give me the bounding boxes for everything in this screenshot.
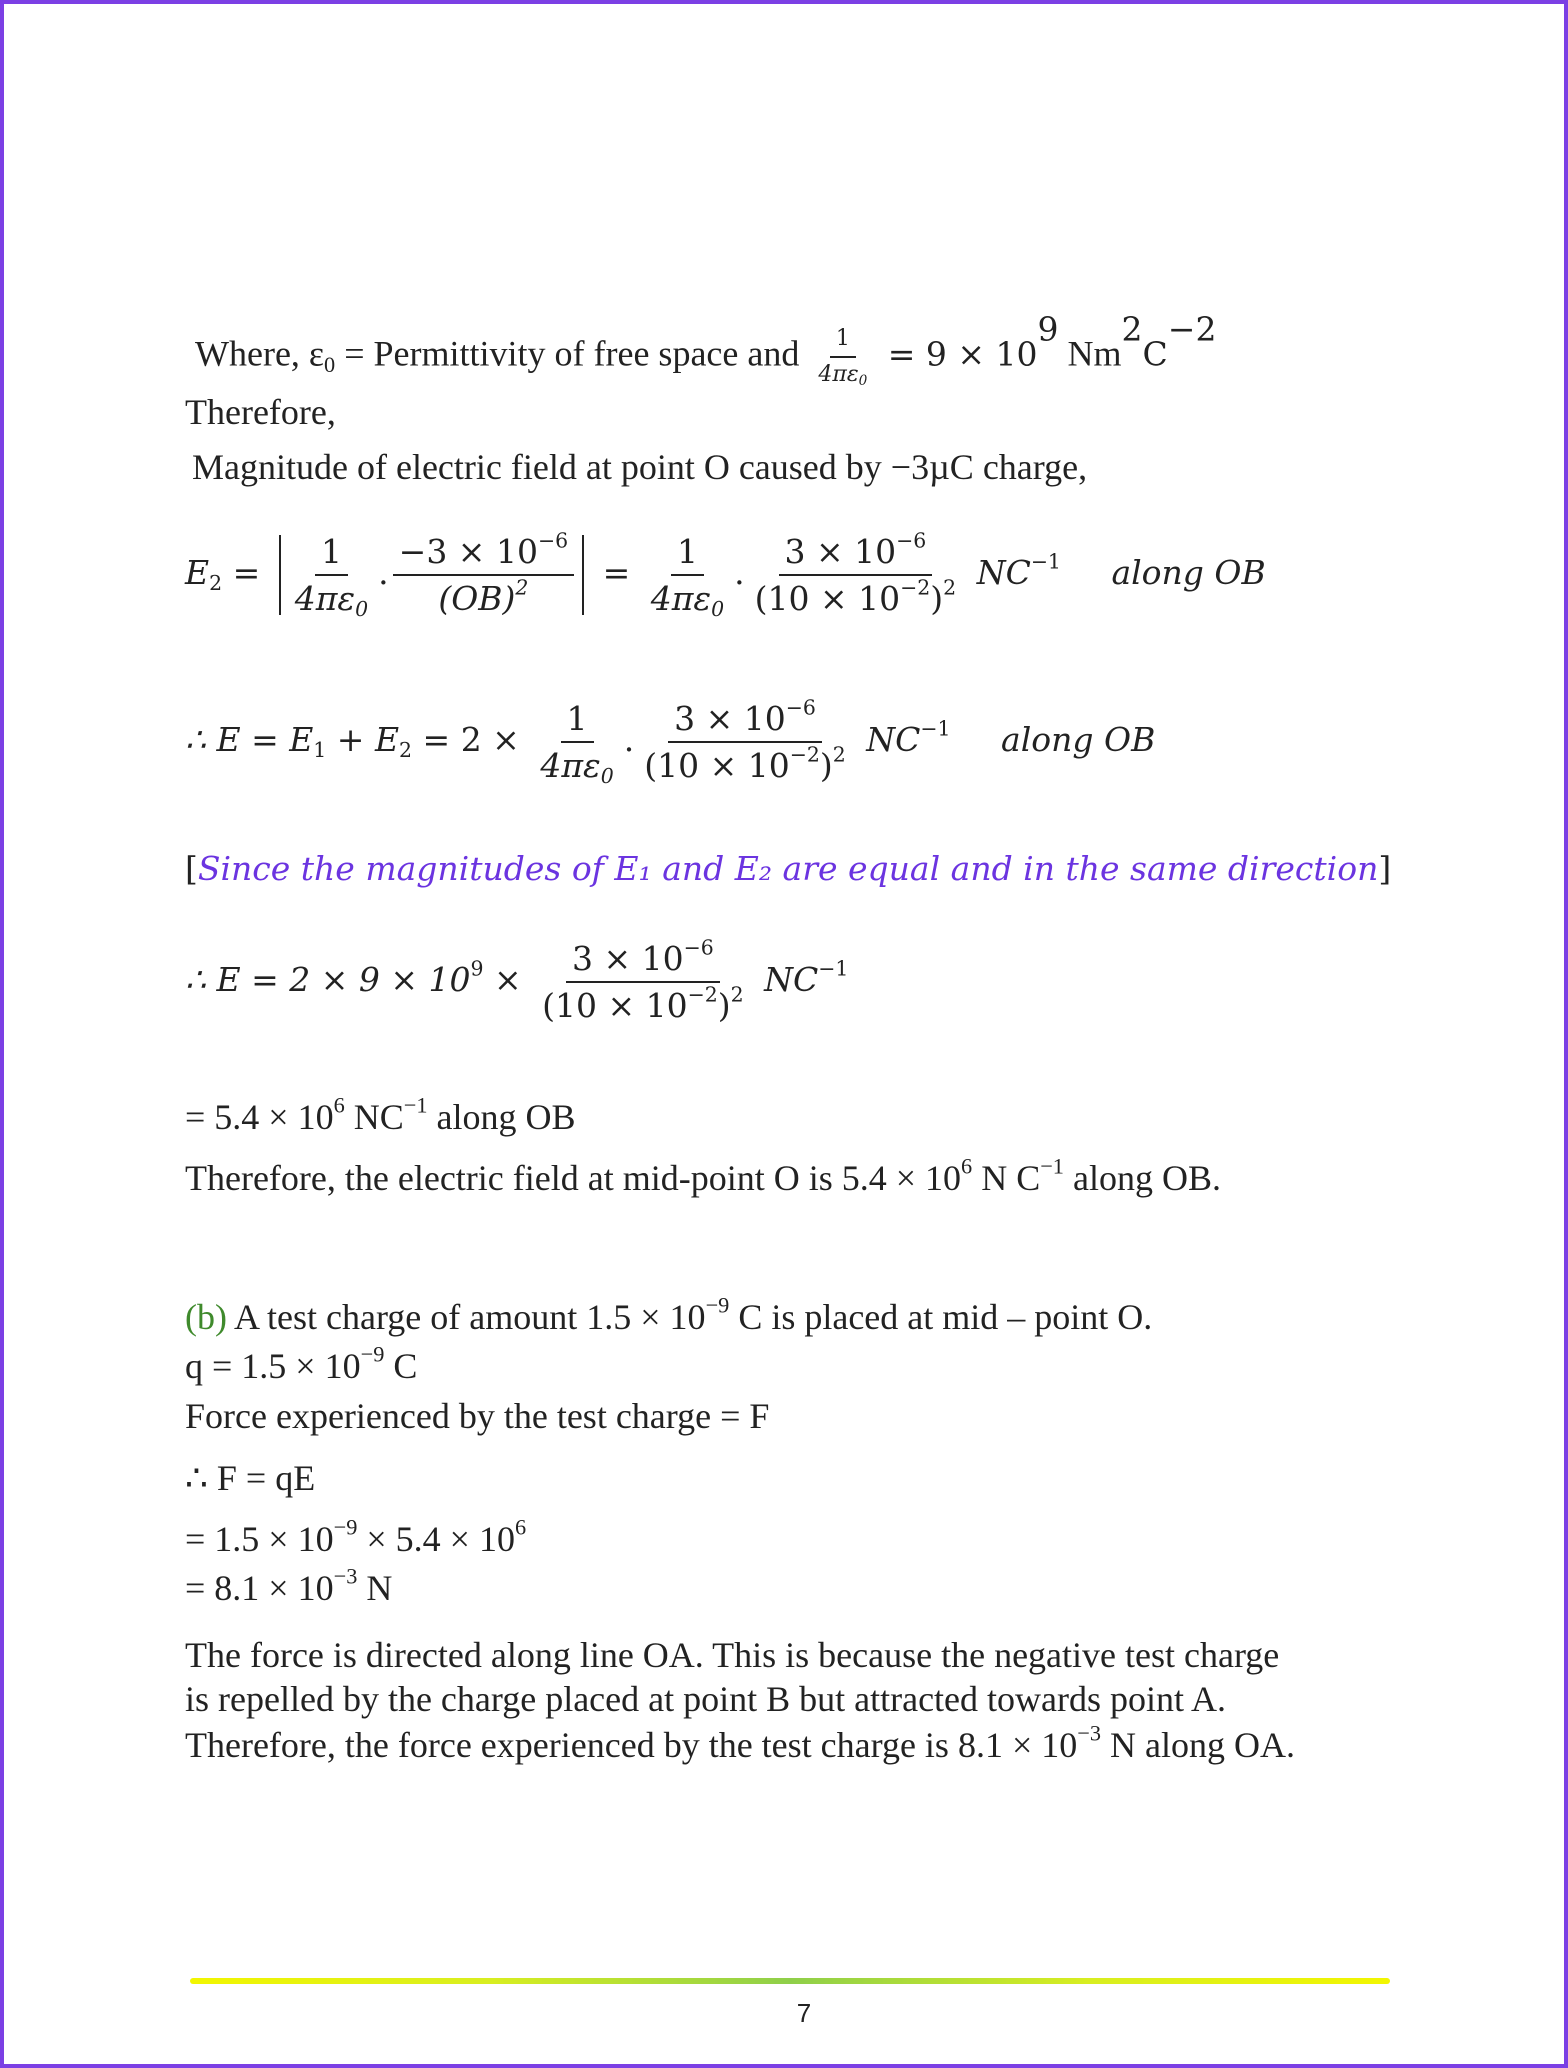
den: (10 × 10 [644, 746, 790, 785]
num: 3 × 10 [571, 939, 684, 978]
den: (10 × 10 [754, 579, 901, 618]
t: C is placed at mid – point O. [729, 1297, 1153, 1337]
den: (10 × 10 [542, 986, 688, 1025]
den: 4πε [294, 579, 356, 618]
den: 4πε [540, 746, 601, 785]
num: 1 [830, 328, 856, 358]
calc-line-2: = $8.1 \times 10^{-3}$ N [185, 1563, 393, 1608]
t: N [357, 1568, 393, 1608]
num: −3 × 10 [398, 532, 538, 571]
den: 4πε [650, 579, 712, 618]
direction: along OB [1001, 720, 1156, 759]
coulomb-fraction [812, 326, 873, 390]
t: A test charge of amount 1.5 × 10 [226, 1297, 706, 1337]
direction: along OB [1111, 553, 1266, 592]
unit: NC [976, 553, 1031, 592]
times: × [483, 960, 522, 999]
para-line-1: The force is directed along line OA. This is because the negative test charge [185, 1635, 1280, 1675]
e2-equation: $E_2$ = $\frac{1}{4\pi\varepsilon_0}$ . $\frac{-3 \times 10^{-6}}{(OB)^2}$ = $\frac{1}{4\pi\varepsilon_0}$ . $\frac{3 \times 10^{-6}}{(10 \times 10^{-2})^2}$ $NC^{-1}$ along OB [185, 528, 1266, 622]
e-final-equation: ∴ $E = 2 \times 9 \times 10^9$ × $\frac{3 \times 10^{-6}}{(10 \times 10^{-2})^2}$ $NC^{-1}$ [185, 935, 849, 1025]
t: × 5.4 × 10 [357, 1519, 515, 1559]
unit: Nm [1058, 333, 1122, 374]
t: along OB [427, 1097, 576, 1137]
f-equation: ∴ F = qE [185, 1458, 316, 1498]
den: (OB) [438, 579, 516, 618]
t: Therefore, the force experienced by the test charge is 8.1 × 10 [185, 1725, 1078, 1765]
calc-line-1: = $1.5 \times 10^{-9} \times 5.4 \times 10^6$ [185, 1514, 527, 1559]
t: C [384, 1346, 418, 1386]
t: N along OA. [1101, 1725, 1295, 1765]
t: Therefore, the electric field at mid-point O is 5.4 × 10 [185, 1158, 962, 1198]
where-text: Where, ε [195, 333, 325, 374]
result-conclusion: Therefore, the electric field at mid-point O is $5.4 \times 10^6$ N $C^{-1}$ along OB. [185, 1153, 1221, 1198]
t: = 1.5 × 10 [185, 1519, 334, 1559]
e-sum-prefix: ∴ E = E [185, 720, 314, 759]
page-number: 7 [796, 1998, 812, 2028]
q-line: $q = 1.5 \times 10^{-9}$ C [185, 1341, 418, 1386]
num: 1 [315, 535, 348, 576]
para-line-2: is repelled by the charge placed at point B but attracted towards point A. [185, 1679, 1227, 1719]
t: = 8.1 × 10 [185, 1568, 334, 1608]
part-b-label: (b) [185, 1297, 227, 1337]
footer-divider [190, 1978, 1390, 1984]
t: = 5.4 × 10 [185, 1097, 334, 1137]
e-sum-mid: + E [326, 720, 400, 759]
t: N C [972, 1158, 1041, 1198]
exp: 9 [1037, 309, 1059, 349]
where-suffix: = 9 × 10 [877, 334, 1038, 374]
since-note: [Since the magnitudes of E₁ and E₂ are equal and in the same direction] [185, 849, 1392, 888]
unit: NC [866, 720, 921, 759]
since-text: Since the magnitudes of E₁ and E₂ are equal and in the same direction [197, 849, 1379, 888]
den: $4\pi\varepsilon_0$ [818, 362, 868, 390]
therefore-label: Therefore, [185, 392, 336, 432]
e2-symbol: E [185, 553, 210, 592]
num: 1 [671, 535, 704, 576]
result-line: = $5.4 \times 10^6$ $NC^{-1}$ along OB [185, 1092, 576, 1137]
num: 3 × 10 [674, 699, 786, 738]
num: 1 [561, 702, 594, 743]
e-sum-tail: = 2 × [412, 720, 520, 759]
den-text: 4πε [818, 362, 859, 387]
para-line-3: Therefore, the force experienced by the test charge is $8.1 \times 10^{-3}$ N along OA. [185, 1720, 1295, 1765]
magnitude-line: Magnitude of electric field at point O caused by −3µC charge, [192, 447, 1088, 487]
abs-value: $\frac{1}{4\pi\varepsilon_0}$ . $\frac{-3 \times 10^{-6}}{(OB)^2}$ [279, 535, 584, 615]
unit: NC [764, 960, 819, 999]
where-mid: = Permittivity of free space and [335, 333, 809, 374]
part-b-line: (b) A test charge of amount $1.5 \times 10^{-9}$ C is placed at mid – point O. [185, 1292, 1153, 1337]
t: NC [344, 1097, 404, 1137]
where-line: Where, $\varepsilon_0$ = Permittivity of free space and $\frac{1}{4\pi\varepsilon_0}$ = $9 \times 10^9$ $Nm^2C^{-2}$ [195, 309, 1217, 390]
e-sum-equation: ∴ $E = E_1 + E_2 = 2$ × $\frac{1}{4\pi\varepsilon_0}$ . $\frac{3 \times 10^{-6}}{(10 \times 10^{-2})^2}$ $NC^{-1}$ along OB [185, 695, 1156, 789]
e-final-prefix: ∴ E = 2 × 9 × 10 [185, 960, 471, 999]
t: along OB. [1063, 1158, 1221, 1198]
num: 3 × 10 [784, 532, 897, 571]
t: q = 1.5 × 10 [185, 1346, 361, 1386]
force-line: Force experienced by the test charge = F [185, 1396, 770, 1436]
